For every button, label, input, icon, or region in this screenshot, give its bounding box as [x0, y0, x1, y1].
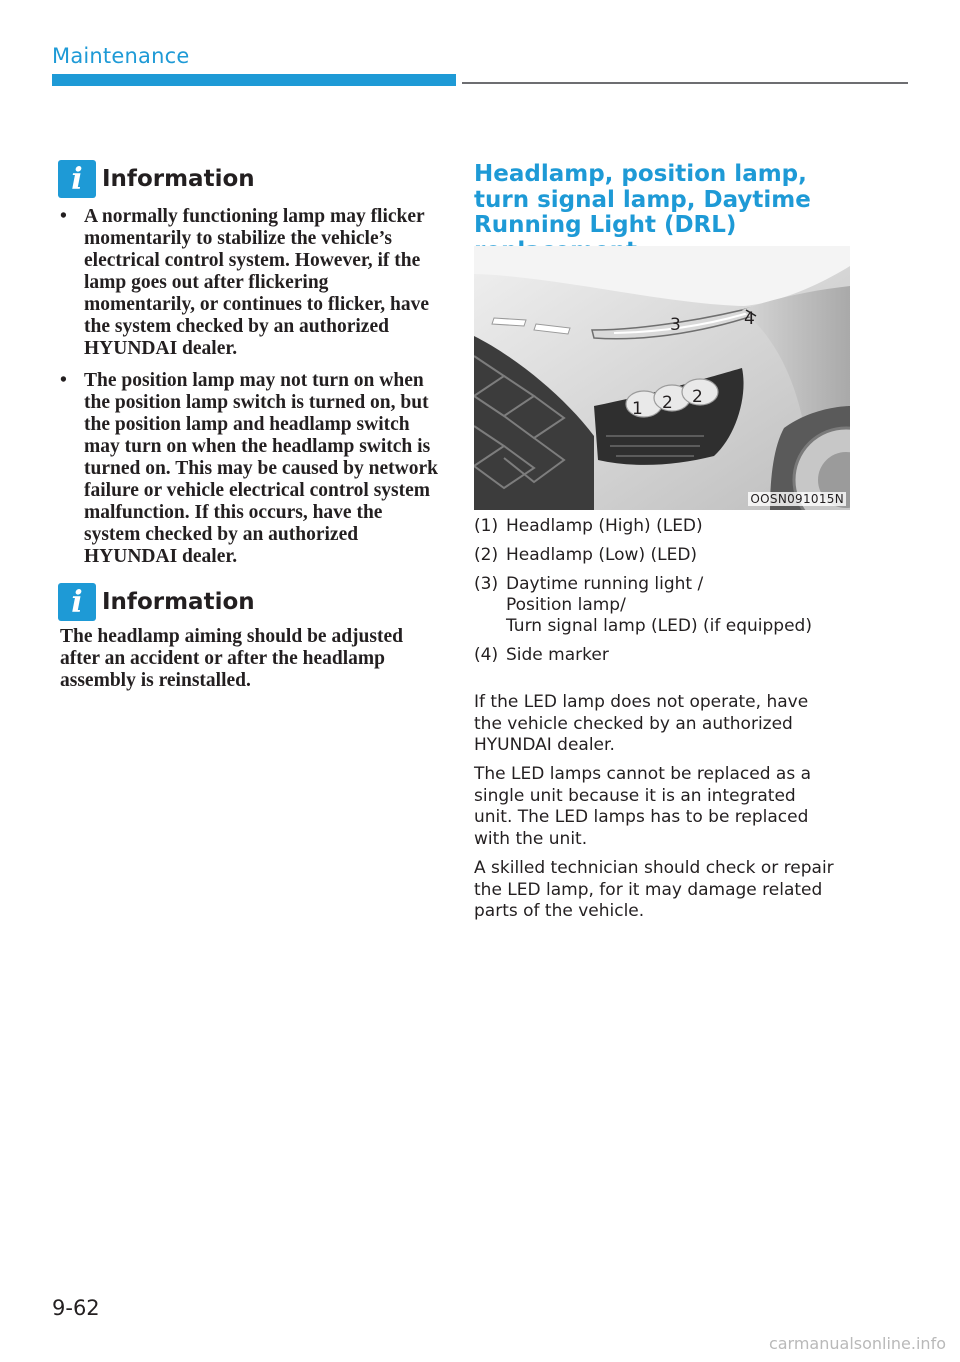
information-icon: i	[58, 160, 96, 198]
information-header-1	[58, 160, 255, 198]
part-number: (1)	[474, 516, 499, 536]
part-description: Side marker	[506, 645, 609, 665]
information-label: Information	[102, 589, 255, 615]
section-title: Maintenance	[52, 44, 190, 68]
list-item	[474, 545, 854, 566]
body-paragraph: A skilled technician should check or repair the LED lamp, for it may damage related parts of the vehicle.	[474, 858, 834, 921]
callout-label: 1	[632, 399, 643, 419]
watermark: carmanualsonline.info	[768, 1334, 946, 1353]
list-item	[474, 645, 854, 666]
part-number: (2)	[474, 545, 499, 565]
information-icon: i	[58, 583, 96, 621]
headlamp-illustration	[474, 246, 850, 510]
header-rule-gray	[462, 82, 908, 84]
header-rule-blue	[52, 74, 456, 86]
part-number: (3)	[474, 574, 499, 594]
part-number: (4)	[474, 645, 499, 665]
list-item: • A normally functioning lamp may flicker momentarily to stabilize the vehicle’s electrical control system. However, if the lamp goes out after flickering momentarily, or continues to flicker, have the system checked by an authorized HYUNDAI dealer.	[60, 206, 430, 359]
callout-label: 3	[670, 315, 681, 335]
list-item: • The position lamp may not turn on when the position lamp switch is turned on, but the position lamp and headlamp switch may turn on when the headlamp switch is turned on. This may be caused by network failure or vehicle electrical control system malfunction. If this occurs, have the system checked by an authorized HYUNDAI dealer.	[60, 370, 438, 567]
body-paragraph: The LED lamps cannot be replaced as a single unit because it is an integrated unit. The LED lamps has to be replaced with the unit.	[474, 764, 812, 849]
page-number: 9-62	[52, 1296, 100, 1320]
information-text: The headlamp aiming should be adjusted after an accident or after the headlamp assembly is reinstalled.	[60, 626, 403, 691]
callout-label: 2	[692, 387, 703, 407]
hood-vent	[492, 318, 526, 326]
information-header-2	[58, 583, 255, 621]
parts-list	[474, 516, 854, 674]
part-description: Daytime running light / Position lamp/ Turn signal lamp (LED) (if equipped)	[506, 574, 812, 636]
part-description: Headlamp (Low) (LED)	[506, 545, 698, 565]
callout-label: 2	[662, 393, 673, 413]
headlamp-figure	[474, 246, 850, 510]
information-label: Information	[102, 166, 255, 192]
list-item	[474, 516, 854, 537]
list-item-text: The position lamp may not turn on when the position lamp switch is turned on, but the position lamp and headlamp switch may turn on when the headlamp switch is turned on. This may be caused by network failure or vehicle electrical control system malfunction. If this occurs, have the system checked by an authorized HYUNDAI dealer.	[84, 370, 438, 567]
information-list	[58, 206, 438, 578]
section-heading: Headlamp, position lamp, turn signal lamp, Daytime Running Light (DRL)	[474, 161, 811, 238]
list-item	[474, 574, 854, 637]
figure-code: OOSN091015N	[750, 492, 844, 506]
body-paragraph: If the LED lamp does not operate, have the vehicle checked by an authorized HYUNDAI dealer.	[474, 692, 809, 755]
list-item-text: A normally functioning lamp may flicker momentarily to stabilize the vehicle’s electrical control system. However, if the lamp goes out after flickering momentarily, or continues to flicker, have the system checked by an authorized HYUNDAI dealer.	[84, 206, 430, 359]
part-description: Headlamp (High) (LED)	[506, 516, 703, 536]
callout-label: 4	[744, 309, 755, 329]
